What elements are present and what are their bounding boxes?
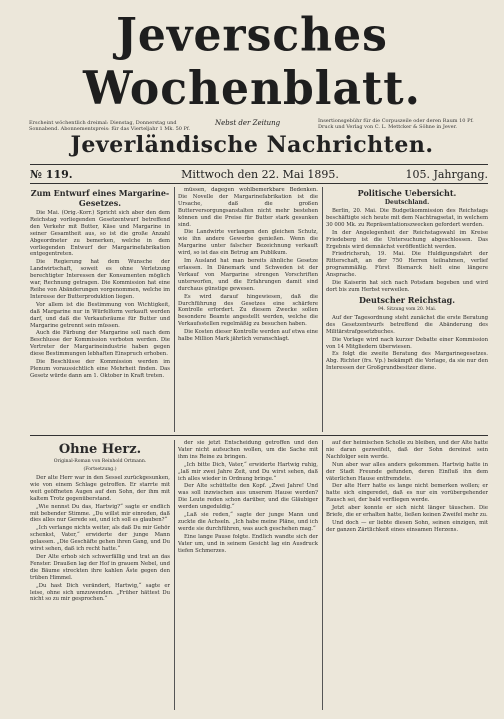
- news-paragraph: Friedrichsruh, 19. Mai. Die Huldigungsfahrt der Ritterschaft, an der 750 Herren teilnahmen, verlief programmäßig. Fürst Bismarck hielt eine längere Ansprache.: [326, 251, 488, 279]
- feuilleton-paragraph: „Wie nennst Du das, Hartwig?“ sagte er endlich mit bebender Stimme. „Du willst mir einreden, daß dies alles nur Gerede sei, und ich soll es glauben?“: [30, 503, 170, 524]
- dateline: [30, 168, 488, 182]
- volume-year: 105. Jahrgang.: [405, 168, 488, 181]
- article-margarine: [30, 187, 170, 432]
- news-paragraph: Auf der Tagesordnung steht zunächst die erste Beratung des Gesetzentwurfs betreffend die Abänderung des Militärstrafgesetzbuches.: [326, 314, 488, 335]
- article-paragraph: müssen, dagegen wohlbemerkbare Bedenken. Die Novelle der Margarinefabrikation ist die Ursache, daß die großen Butterversorgungsanstalten nicht mehr bestehen können und die Preise für Butter stark gesunken sind.: [178, 187, 318, 228]
- feuilleton-paragraph: Der Alte schüttelte den Kopf. „Zwei Jahre! Und was soll inzwischen aus unserem Hause werden? Die Leute reden schon darüber, und die Gläubiger werden ungeduldig.“: [178, 483, 318, 511]
- feuilleton-heading: Ohne Herz.: [58, 442, 142, 457]
- masthead-edition-note: Nebst der Zeitung: [215, 119, 281, 127]
- article-paragraph: Die Mai. (Orig.-Korr.) Spricht sich aber den dem Reichstag vorliegenden Gesetzentwurf betreffend den Verkehr mit Butter, Käse und Margarine in seiner Gesamtheit aus, so ist die große Anzahl Abgeordneter zu bemerken, welche in dem vorliegenden Entwurf der Margarinefabrikation entgegentreten.: [30, 210, 170, 258]
- article-paragraph: Die Regierung hat dem Wunsche der Landwirtschaft, soweit es ohne Verletzung berechtigter Interessen der Konsumenten möglich war, Rechnung getragen. Die Kommission hat eine Reihe von Abänderungen vorgenommen, welche im Interesse der Butterproduktion liegen.: [30, 259, 170, 300]
- article-paragraph: Vor allem ist die Bestimmung von Wichtigkeit, daß Margarine nur in Würfelform verkauft werden darf, und daß die Verkaufsräume für Butter und Margarine getrennt sein müssen.: [30, 301, 170, 329]
- divider: [30, 164, 488, 165]
- feuilleton-paragraph: Der alte Herr hatte es lange nicht bemerken wollen; er hatte sich eingeredet, daß es nur ein vorübergehender Rausch sei, der bald verfliegen werde.: [326, 483, 488, 504]
- news-paragraph: Berlin, 20. Mai. Die Budgetkommission des Reichstags beschäftigte sich heute mit dem Nachtragsetat, in welchem 30 000 Mk. zu Repräsentationszwecken gefordert werden.: [326, 208, 488, 228]
- masthead-subtitle: Jeverländische Nachrichten.: [70, 132, 434, 158]
- issue-number: № 119.: [30, 168, 73, 181]
- column-rule: [322, 440, 323, 710]
- feuilleton-paragraph: Der Alte erhob sich schwerfällig und trat an das Fenster. Draußen lag der Hof in grauem Nebel, und die Bäume streckten ihre kahlen Äste gegen den trüben Himmel.: [30, 553, 170, 581]
- feuilleton-paragraph: „Ich bitte Dich, Vater,“ erwiderte Hartwig ruhig, „laß mir zwei Jahre Zeit, und Du wirst sehen, daß ich alles wieder in Ordnung bringe.“: [178, 461, 318, 482]
- feuilleton-paragraph: Eine lange Pause folgte. Endlich wandte sich der Vater um, und in seinem Gesicht lag ein Ausdruck tiefen Schmerzes.: [178, 533, 318, 554]
- article-margarine-continued: [178, 187, 318, 432]
- feuilleton-paragraph: Der alte Herr war in den Sessel zurückgesunken, wie von einem Schlage getroffen. Er starrte mit weit geöffneten Augen auf den Sohn, der ihm mit kaltem Trotz gegenüberstand.: [30, 475, 170, 502]
- issue-date: Mittwoch den 22. Mai 1895.: [181, 168, 339, 181]
- column-rule: [322, 187, 323, 432]
- feuilleton-continuation: (Fortsetzung.): [83, 467, 117, 472]
- news-paragraph: Es folgt die zweite Beratung des Margarinegesetzes. Abg. Richter (frs. Vp.) bekämpft die Vorlage, da sie nur den Interessen der Großgrundbesitzer diene.: [326, 351, 488, 372]
- masthead-title: Jeversches Wochenblatt.: [83, 8, 421, 116]
- column-rule: [174, 440, 175, 710]
- news-paragraph: In der Angelegenheit der Reichstagswahl im Kreise Friedeberg ist die Untersuchung abgeschlossen. Das Ergebnis wird demnächst veröffentlicht werden.: [326, 229, 488, 250]
- feuilleton-paragraph: „Ich verlange nichts weiter, als daß Du mir Gehör schenkst, Vater,“ erwiderte der junge Mann gelassen. „Die Geschäfte gehen ihren Gang, und Du wirst sehen, daß ich recht hatte.“: [30, 525, 170, 553]
- feuilleton-paragraph: Nun aber war alles anders gekommen. Hartwig hatte in der Stadt Freunde gefunden, deren Einfluß ihn dem väterlichen Hause entfremdete.: [326, 461, 488, 482]
- news-paragraph: Die Vorlage wird nach kurzer Debatte einer Kommission von 14 Mitgliedern überwiesen.: [326, 336, 488, 350]
- masthead-right-info: Insertionsgebühr für die Corpuszeile oder deren Raum 10 Pf. Druck und Verlag von C. L. Mettcker & Söhne in Jever.: [318, 118, 474, 130]
- feuilleton-byline: Original-Roman von Reinhold Ortmann.: [53, 459, 147, 464]
- feuilleton-continued: [178, 440, 318, 710]
- article-heading: Zum Entwurf eines Margarine-Gesetzes.: [30, 188, 170, 208]
- feuilleton-ohne-herz: [30, 440, 170, 710]
- feuilleton-continued: [326, 440, 488, 710]
- feuilleton-paragraph: auf der heimischen Scholle zu bleiben, und der Alte hatte nie daran gezweifelt, daß der Sohn dereinst sein Nachfolger sein werde.: [326, 440, 488, 460]
- divider: [30, 183, 488, 184]
- article-paragraph: Im Ausland hat man bereits ähnliche Gesetze erlassen. In Dänemark und Schweden ist der Verkauf von Margarine strengen Vorschriften unterworfen, und die Erfahrungen damit sind durchaus günstige gewesen.: [178, 258, 318, 292]
- feuilleton-divider: [30, 435, 488, 436]
- masthead-left-info: Erscheint wöchentlich dreimal: Dienstag, Donnerstag und Sonnabend. Abonnementspreis: für das Vierteljahr 1 Mk. 50 Pf.: [29, 120, 191, 132]
- article-paragraph: Die Landwirte verlangen den gleichen Schutz, wie ihn andere Gewerbe genießen. Wenn die Margarine unter falscher Bezeichnung verkauft wird, so ist das ein Betrug am Publikum.: [178, 229, 318, 257]
- feuilleton-paragraph: „Du hast Dich verändert, Hartwig,“ sagte er leise, ohne sich umzuwenden. „Früher hättest Du nicht so zu mir gesprochen.“: [30, 582, 170, 603]
- feuilleton-paragraph: „Laß sie reden,“ sagte der junge Mann und zuckte die Achseln. „Ich habe meine Pläne, und ich werde sie durchführen, was auch geschehen mag.“: [178, 512, 318, 532]
- article-paragraph: Es wird darauf hingewiesen, daß die Durchführung des Gesetzes eine schärfere Kontrolle erfordert. Zu diesem Zwecke sollen besondere Beamte angestellt werden, welche die Verkaufsstellen regelmäßig zu besuchen haben.: [178, 293, 318, 328]
- section-heading: Deutscher Reichstag.: [358, 294, 456, 305]
- feuilleton-paragraph: der sie jetzt Entscheidung getroffen und den Vater nicht aufsuchen wollen, um die Sache mit ihm ins Reine zu bringen.: [178, 440, 318, 460]
- section-subheading: 94. Sitzung vom 20. Mai.: [377, 306, 437, 312]
- article-paragraph: Die Beschlüsse der Kommission werden im Plenum voraussichtlich eine Mehrheit finden. Das Gesetz würde dann am 1. Oktober in Kraft treten.: [30, 359, 170, 379]
- news-paragraph: Die Kaiserin hat sich nach Potsdam begeben und wird dort bis zum Herbst verweilen.: [326, 280, 488, 293]
- article-paragraph: Auch die Färbung der Margarine soll nach dem Beschlusse der Kommission verboten werden. Die Vertreter der Margarineindustrie haben gegen diese Bestimmungen lebhaften Einspruch erhoben.: [30, 330, 170, 358]
- article-paragraph: Die Kosten dieser Kontrolle werden auf etwa eine halbe Million Mark jährlich veranschlagt.: [178, 329, 318, 343]
- section-heading: Politische Uebersicht.: [357, 188, 457, 198]
- feuilleton-paragraph: Jetzt aber konnte er sich nicht länger täuschen. Die Briefe, die er erhalten hatte, ließen keinen Zweifel mehr zu.: [326, 505, 488, 519]
- column-rule: [174, 187, 175, 432]
- section-subheading: Deutschland.: [384, 199, 430, 206]
- political-overview: [326, 187, 488, 432]
- feuilleton-paragraph: Und doch — er liebte diesen Sohn, seinen einzigen, mit der ganzen Zärtlichkeit eines einsamen Herzens.: [326, 519, 488, 533]
